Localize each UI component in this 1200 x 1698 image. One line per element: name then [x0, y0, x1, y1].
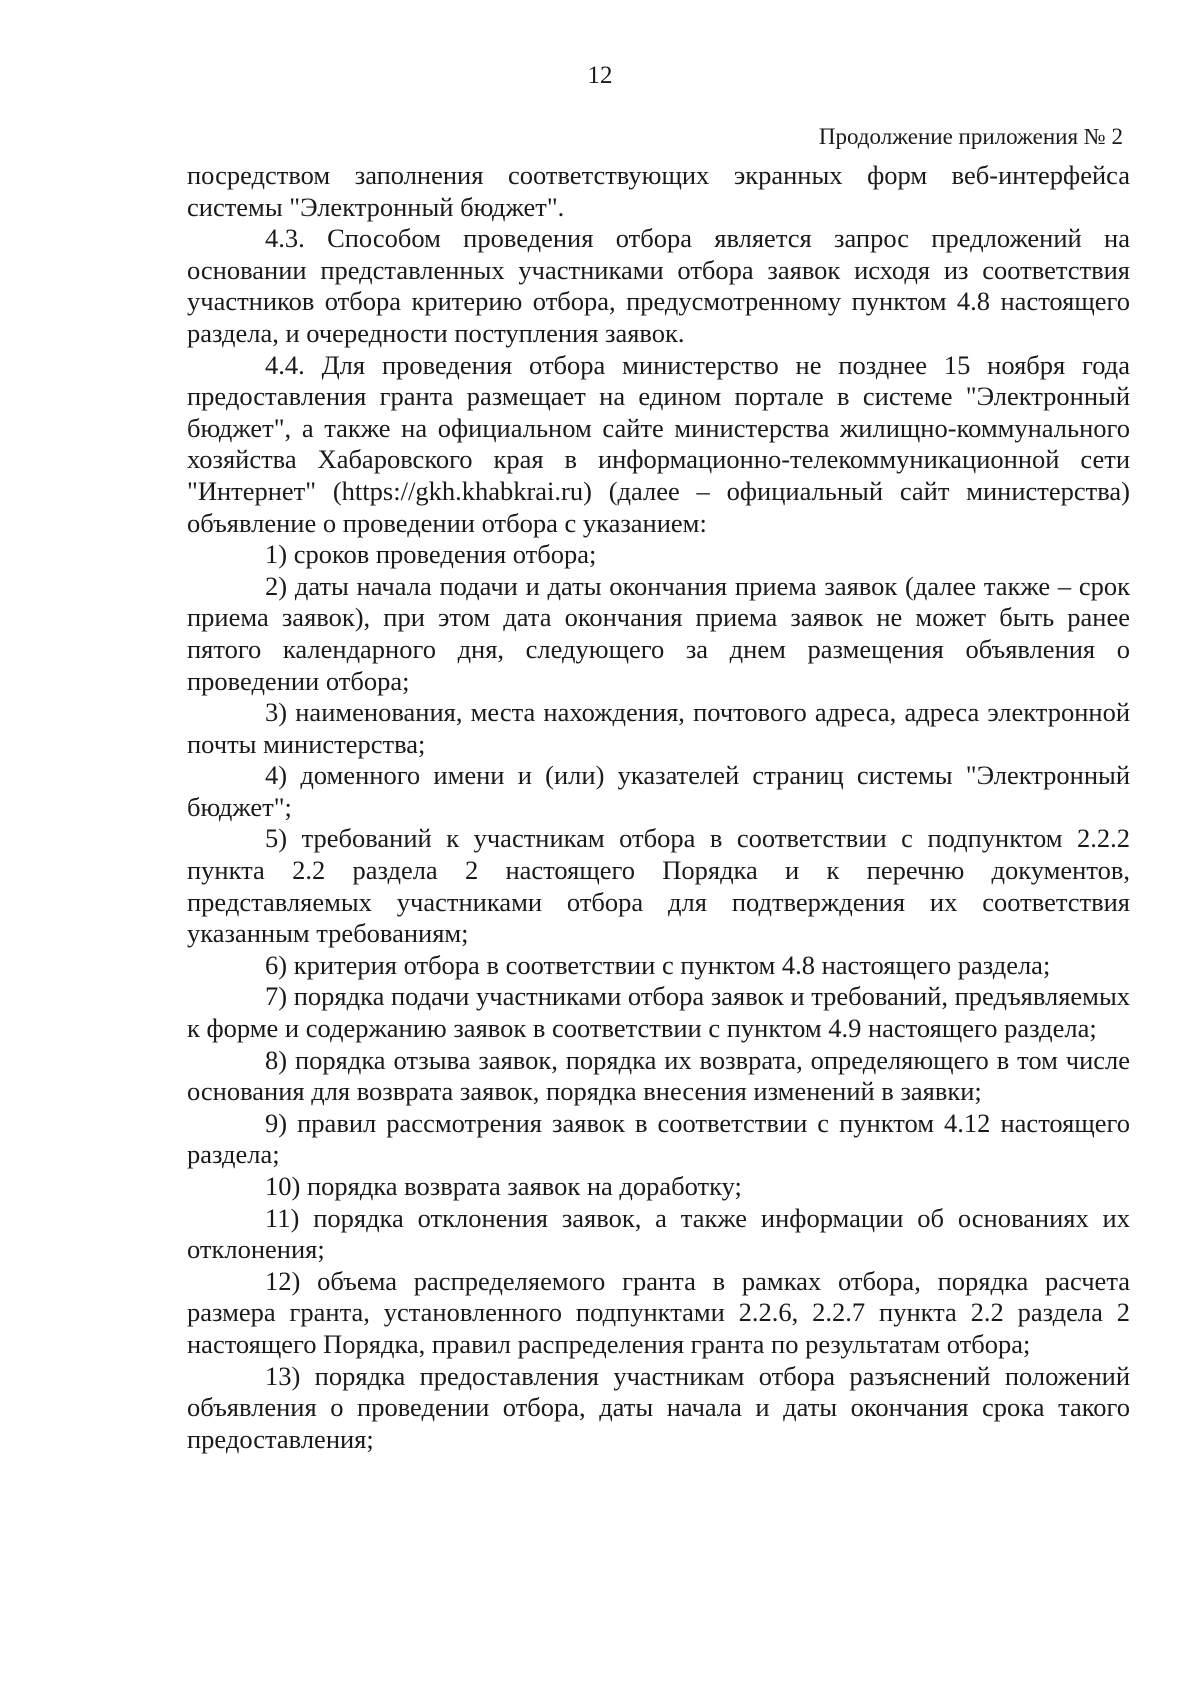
- document-body: [187, 160, 1130, 1455]
- list-item: 6) критерия отбора в соответствии с пунктом 4.8 настоящего раздела;: [265, 949, 1051, 980]
- paragraph: посредством заполнения соответствующих экранных форм веб-интерфейса системы "Электронный бюджет".: [187, 160, 1130, 222]
- list-item: 5) требований к участникам отбора в соответствии с подпунктом 2.2.2 пункта 2.2 раздела 2 настоящего Порядка и к перечню документов, представляемых участниками отбора для подтверждения их соответствия указанным требованиям;: [187, 823, 1130, 949]
- appendix-continuation-note: Продолжение приложения № 2: [818, 124, 1123, 149]
- list-item: 7) порядка подачи участниками отбора заявок и требований, предъявляемых к форме и содержанию заявок в соответствии с пунктом 4.9 настоящего раздела;: [187, 981, 1130, 1044]
- list-item: 1) сроков проведения отбора;: [265, 539, 597, 570]
- paragraph: 4.3. Способом проведения отбора является запрос предложений на основании представленных участниками отбора заявок исходя из соответствия участников отбора критерию отбора, предусмотренному пунктом 4.8 настоящего раздела, и очередности поступления заявок.: [187, 223, 1130, 348]
- list-item: 11) порядка отклонения заявок, а также информации об основаниях их отклонения;: [187, 1202, 1130, 1265]
- list-item: 4) доменного имени и (или) указателей страниц системы "Электронный бюджет";: [187, 760, 1130, 822]
- list-item: 2) даты начала подачи и даты окончания приема заявок (далее также – срок приема заявок), при этом дата окончания приема заявок не может быть ранее пятого календарного дня, следующего за днем размещения объявления о проведении отбора;: [187, 570, 1130, 696]
- list-item: 8) порядка отзыва заявок, порядка их возврата, определяющего в том числе основания для возврата заявок, порядка внесения изменений в заявки;: [187, 1044, 1130, 1107]
- paragraph: 4.4. Для проведения отбора министерство не позднее 15 ноября года предоставления гранта размещает на едином портале в системе "Электронный бюджет", а также на официальном сайте министерства жилищно-коммунального хозяйства Хабаровского края в информационно-телекоммуникационной сети "Интернет" (https://gkh.khabkrai.ru) (далее – официальный сайт министерства) объявление о проведении отбора с указанием:: [187, 349, 1130, 538]
- list-item: 3) наименования, места нахождения, почтового адреса, адреса электронной почты министерства;: [187, 697, 1130, 759]
- list-item: 13) порядка предоставления участникам отбора разъяснений положений объявления о проведении отбора, даты начала и даты окончания срока такого предоставления;: [187, 1360, 1130, 1454]
- list-item: 10) порядка возврата заявок на доработку;: [265, 1171, 742, 1201]
- page-number: 12: [587, 62, 613, 89]
- list-item: 9) правил рассмотрения заявок в соответствии с пунктом 4.12 настоящего раздела;: [187, 1107, 1130, 1170]
- list-item: 12) объема распределяемого гранта в рамках отбора, порядка расчета размера гранта, установленного подпунктами 2.2.6, 2.2.7 пункта 2.2 раздела 2 настоящего Порядка, правил распределения гранта по результатам отбора;: [187, 1265, 1130, 1359]
